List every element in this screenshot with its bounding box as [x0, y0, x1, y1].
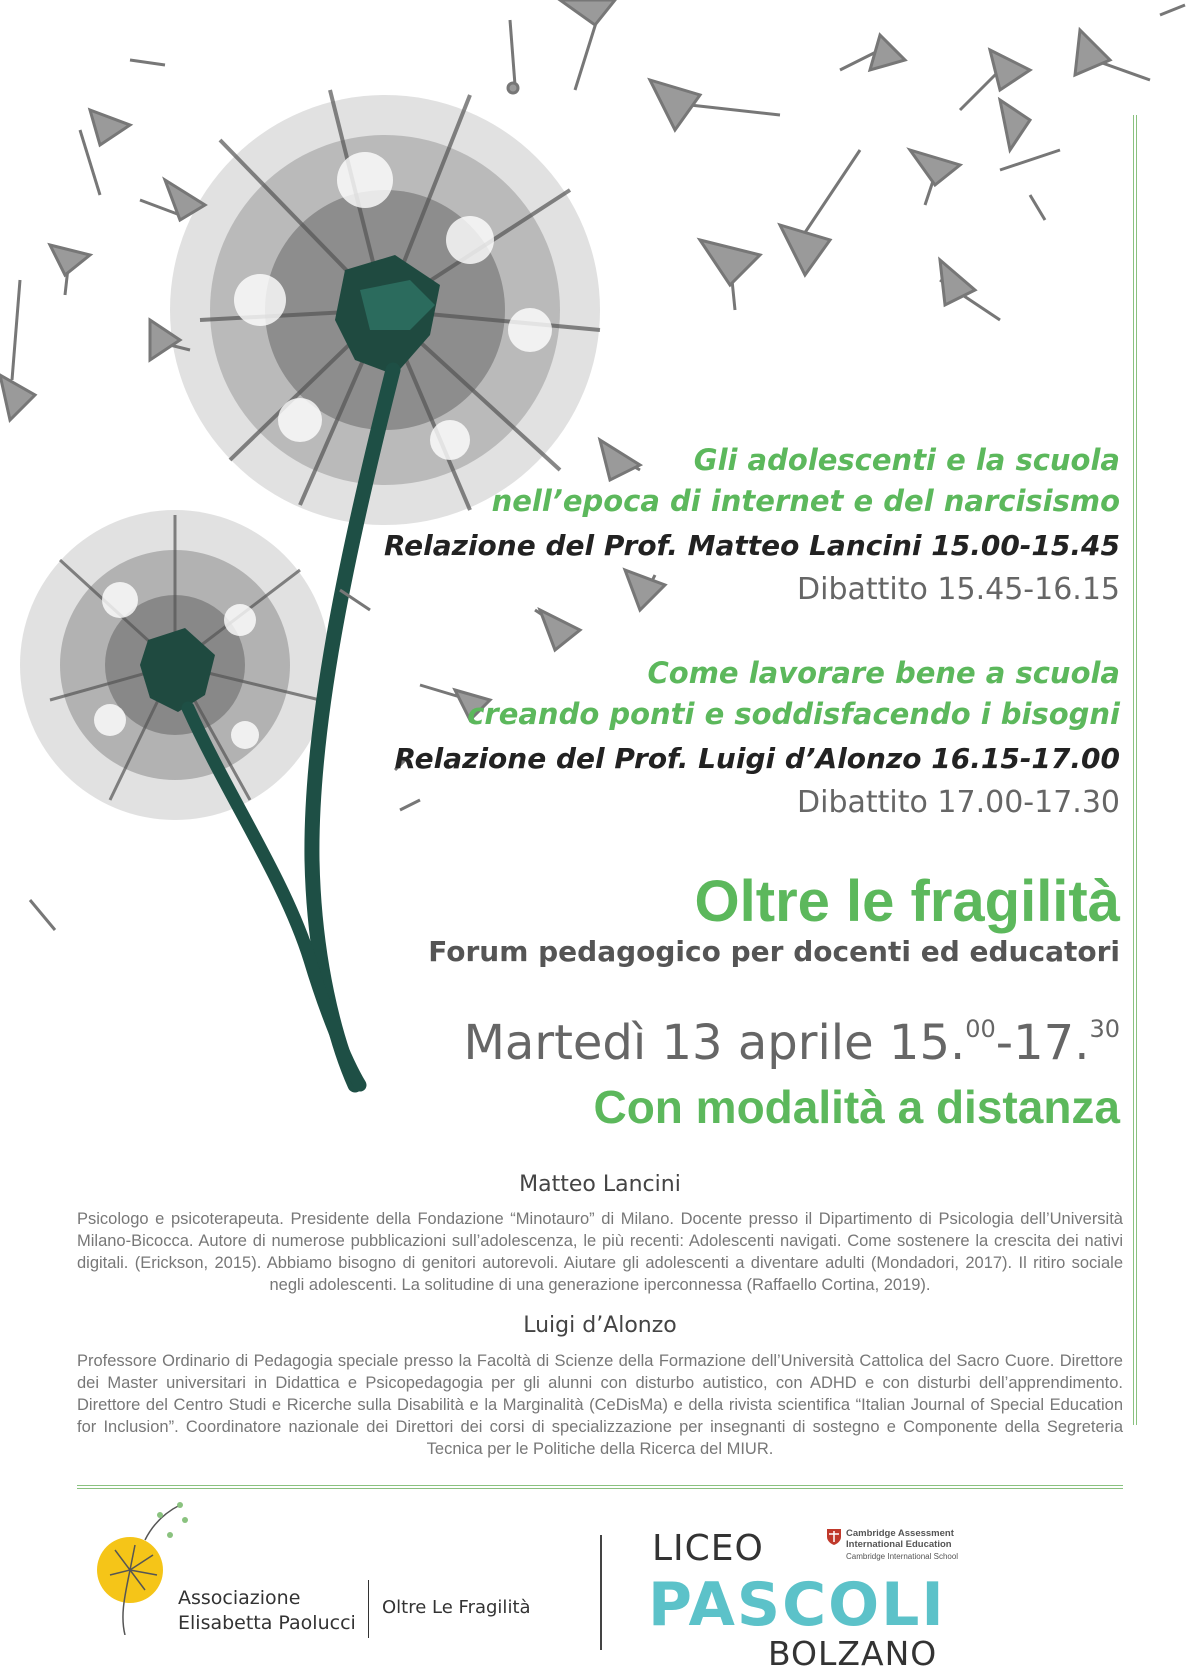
footer-separator-2 — [600, 1535, 602, 1650]
footer-separator-1 — [368, 1580, 369, 1638]
school-pascoli: PASCOLI — [648, 1570, 946, 1640]
talk-1-title-line-2: nell’epoca di internet e del narcisismo — [491, 484, 1120, 518]
event-title: Oltre le fragilità — [694, 869, 1120, 934]
date-dash: -17. — [995, 1015, 1090, 1071]
talk-2-title-line-2: creando ponti e soddisfacendo i bisogni — [467, 697, 1120, 731]
bio-1-name: Matteo Lancini — [519, 1172, 681, 1197]
cambridge-line-2: International Education — [846, 1539, 952, 1550]
date-prefix: Martedì 13 aprile 15. — [463, 1015, 966, 1071]
talk-1-speaker: Relazione del Prof. Matteo Lancini 15.00-15.45 — [384, 529, 1120, 562]
footer-divider — [77, 1485, 1123, 1489]
talk-2 — [360, 653, 1120, 823]
cambridge-shield-icon — [826, 1528, 842, 1546]
event-date — [464, 1015, 1120, 1071]
event-subtitle: Forum pedagogico per docenti ed educatori — [428, 935, 1120, 968]
bio-2-name: Luigi d’Alonzo — [523, 1313, 677, 1338]
association-name — [178, 1586, 356, 1636]
talk-1-debate: Dibattito 15.45-16.15 — [797, 572, 1120, 607]
school-liceo: LICEO — [652, 1528, 764, 1569]
start-minutes: 00 — [965, 1015, 996, 1043]
talk-2-title-line-1: Come lavorare bene a scuola — [647, 656, 1120, 690]
small-dandelion-head — [20, 510, 330, 820]
event-mode: Con modalità a distanza — [593, 1081, 1120, 1133]
right-vertical-rule — [1133, 115, 1137, 1425]
association-line-2: Elisabetta Paolucci — [178, 1612, 356, 1634]
cambridge-line-1: Cambridge Assessment — [846, 1528, 954, 1539]
bio-2-text: Professore Ordinario di Pedagogia speciale presso la Facoltà di Scienze della Formazione dell’Università Cattolica del Sacro Cuore. Direttore dei Master universitari in Didattica e Psicopedagogia per gli alunni con disturbo autistico, con ADHD e con disturbi dell’apprendimento. Direttore del Centro Studi e Ricerche sulla Disabilità e la Marginalità (CeDisMa) e della rivista scientifica “Italian Journal of Special Education for Inclusion”. Coordinatore nazionale dei Direttori dei corsi di specializzazione per insegnanti di sostegno e Componente della Segreteria Tecnica per le Politiche della Ricerca del MIUR. — [77, 1352, 1123, 1458]
cambridge-line-3: Cambridge International School — [846, 1552, 959, 1561]
end-minutes: 30 — [1089, 1015, 1120, 1043]
cambridge-label — [846, 1528, 954, 1550]
association-line-1: Associazione — [178, 1587, 301, 1609]
talk-2-debate: Dibattito 17.00-17.30 — [797, 785, 1120, 820]
talk-2-speaker: Relazione del Prof. Luigi d’Alonzo 16.15-17.00 — [394, 742, 1120, 775]
talk-1 — [360, 440, 1120, 610]
bio-1-text: Psicologo e psicoterapeuta. Presidente della Fondazione “Minotauro” di Milano. Docente presso il Dipartimento di Psicologia dell’Università Milano-Bicocca. Autore di numerose pubblicazioni sull’adolescenza, le più recenti: Adolescenti navigati. Come sostenere la crescita dei nativi digitali. (Erickson, 2015). Abbiamo bisogno di genitori autorevoli. Aiutare gli adolescenti a diventare adulti (Mondadori, 2017). Il ritiro sociale negli adolescenti. La solitudine di una generazione iperconnessa (Raffaello Cortina, 2019). — [77, 1210, 1123, 1294]
oltre-label: Oltre Le Fragilità — [382, 1597, 531, 1618]
school-bolzano: BOLZANO — [768, 1634, 938, 1673]
talk-1-title-line-1: Gli adolescenti e la scuola — [693, 443, 1120, 477]
